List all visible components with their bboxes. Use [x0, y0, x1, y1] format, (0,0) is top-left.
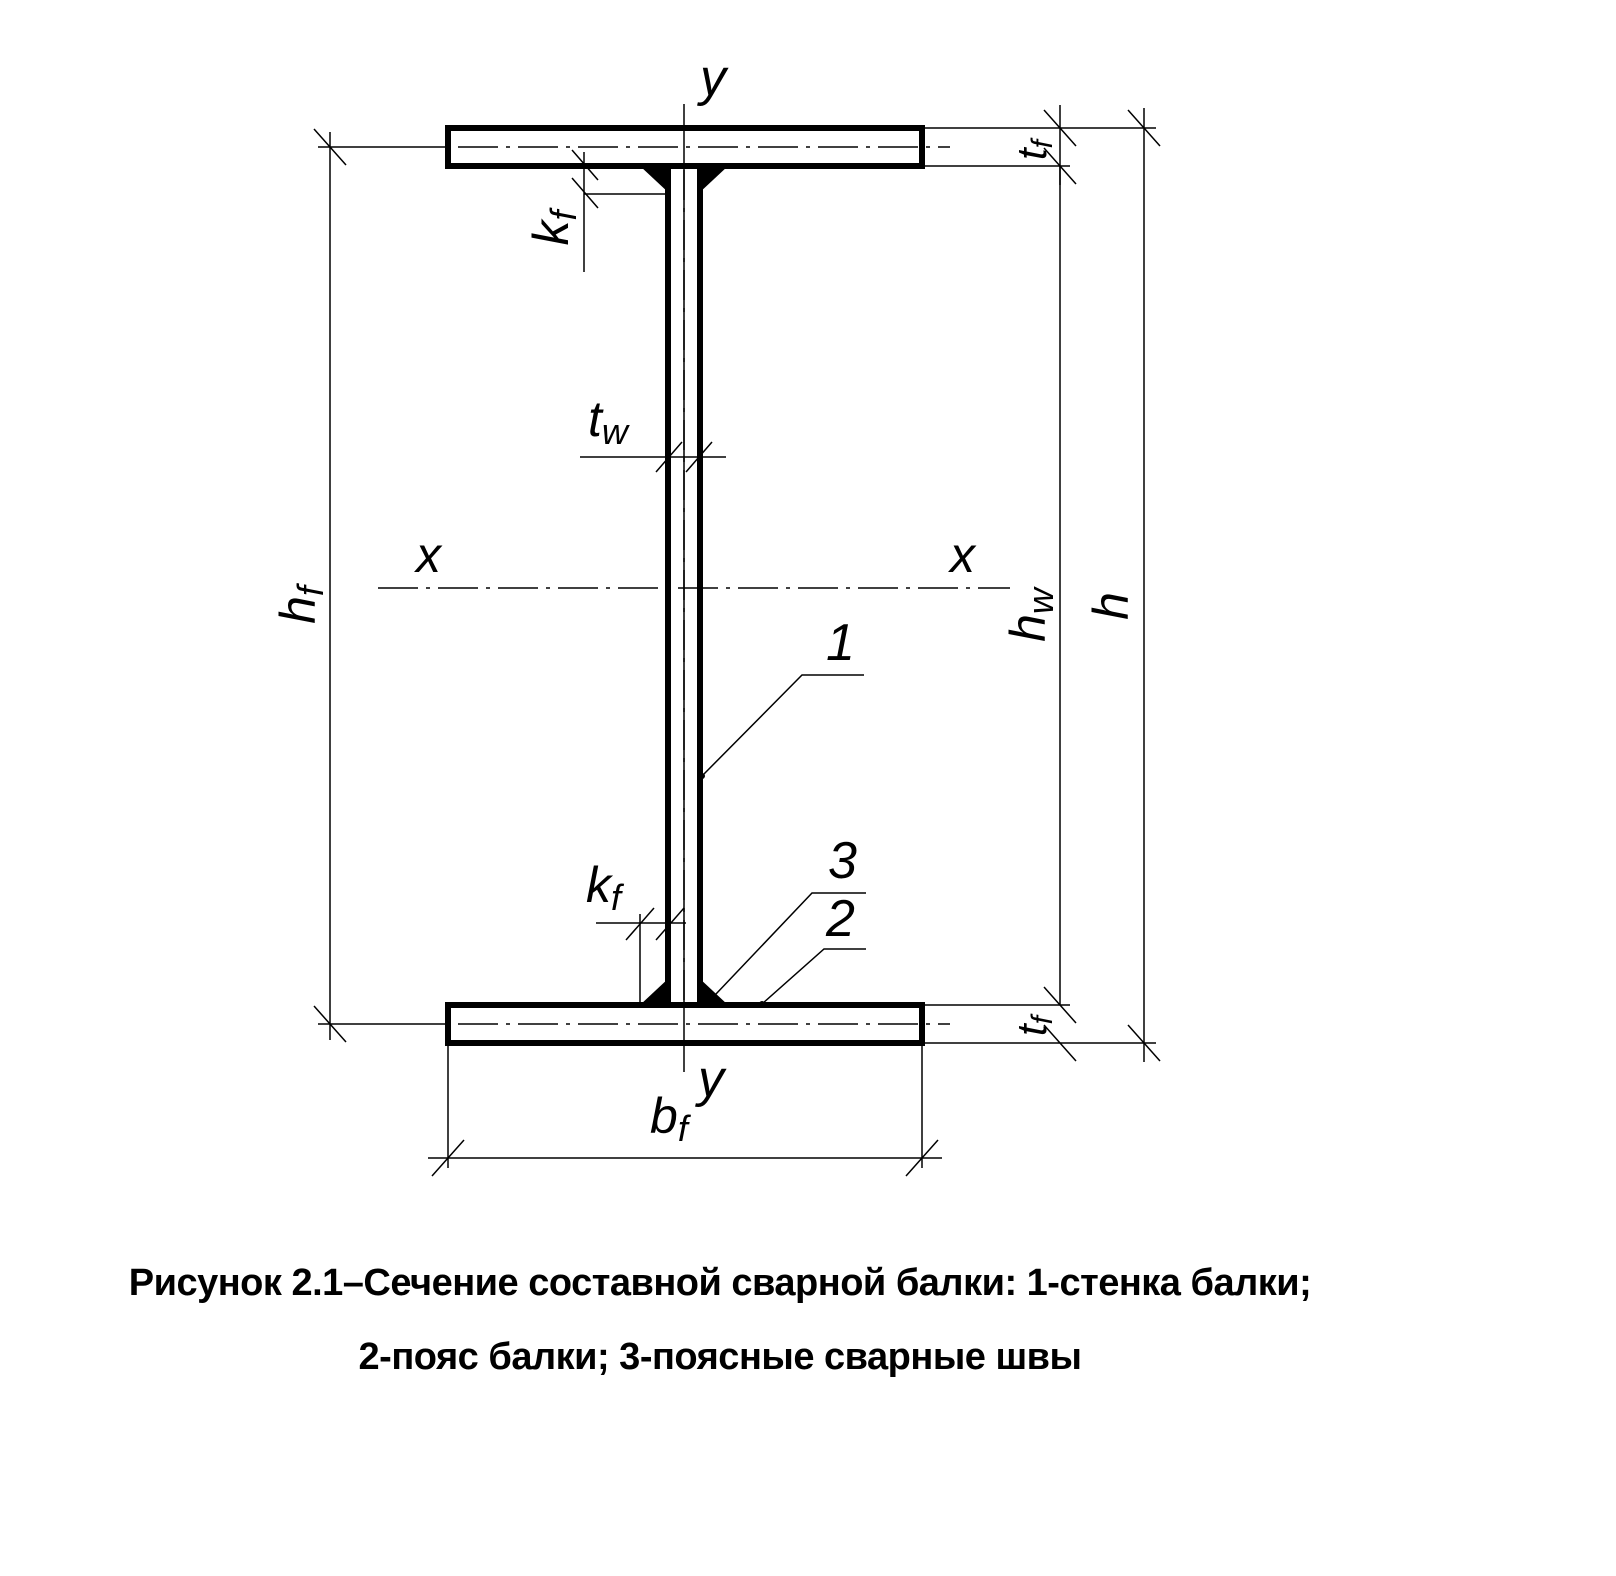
- kf-bottom-dimension-label: kf: [586, 857, 622, 918]
- callout-2-label: 2: [826, 890, 855, 948]
- tf-bottom-dimension-label: tf: [1008, 1015, 1059, 1037]
- weld-bottom-left: [640, 977, 670, 1005]
- figure-caption-line-2: 2-пояс балки; 3-поясные сварные швы: [358, 1336, 1082, 1378]
- bf-dimension-label: bf: [650, 1088, 688, 1149]
- hw-dimension-label: hw: [1000, 588, 1061, 642]
- kf-top-dimension-label: kf: [523, 210, 584, 246]
- figure-caption-line-1: Рисунок 2.1–Сечение составной сварной балки: 1-стенка балки;: [128, 1262, 1312, 1304]
- callout-3-label: 3: [828, 832, 857, 890]
- x-axis-label-left: x: [416, 527, 441, 583]
- weld-bottom-right: [698, 977, 728, 1005]
- y-axis-label-bottom: y: [698, 1050, 724, 1108]
- axis-lines: [378, 104, 1010, 1072]
- leader-dots: [699, 773, 765, 1007]
- x-axis-label-right: x: [950, 527, 975, 583]
- tw-dimension-label: tw: [588, 391, 628, 452]
- y-axis-label-top: y: [700, 49, 726, 107]
- h-dimension-label: h: [1083, 592, 1139, 620]
- tf-top-dimension-label: tf: [1008, 139, 1059, 161]
- hf-dimension-label: hf: [270, 586, 331, 624]
- callout-1-label: 1: [826, 614, 855, 672]
